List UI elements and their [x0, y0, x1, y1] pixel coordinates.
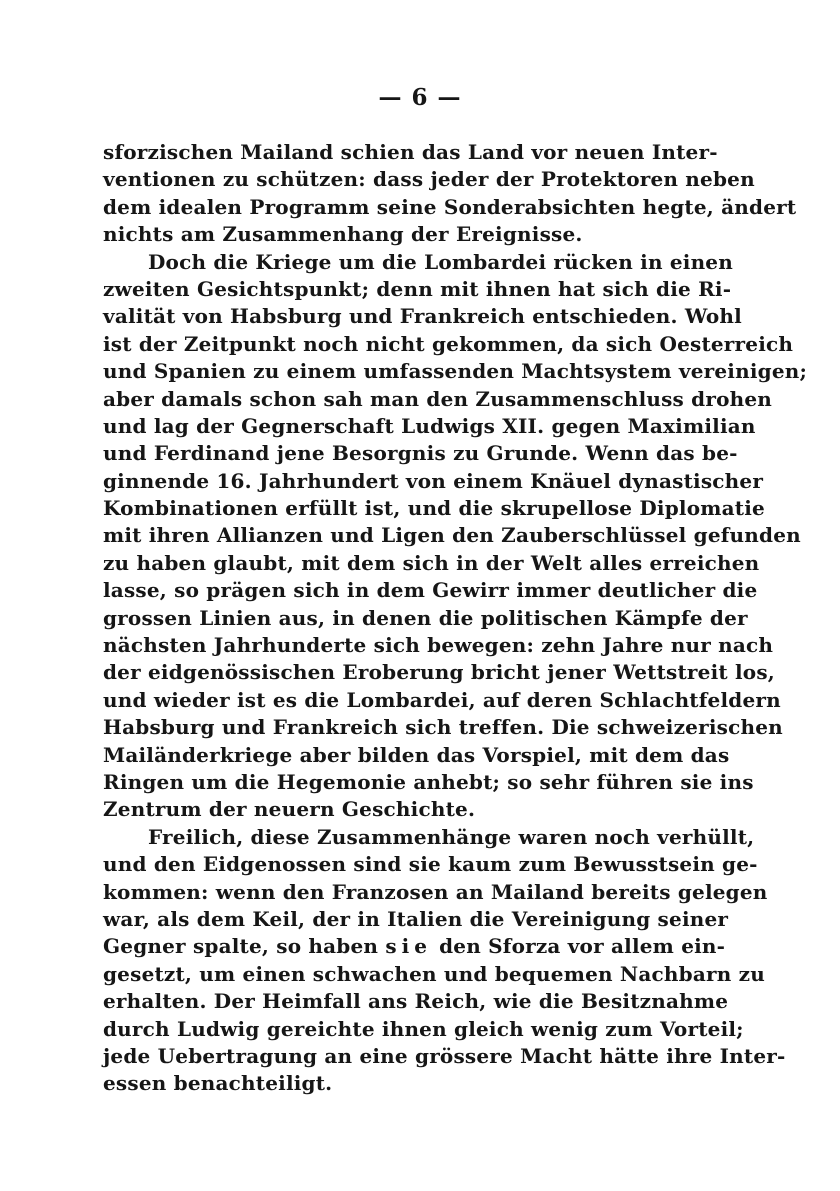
- text-line: aber damals schon sah man den Zusammenschluss drohen: [103, 386, 773, 411]
- text-line: Doch die Kriege um die Lombardei rücken in einen: [148, 249, 733, 274]
- text-line: und lag der Gegnerschaft Ludwigs XII. gegen Maximilian: [103, 413, 756, 438]
- text-line: gesetzt, um einen schwachen und bequemen Nachbarn zu: [103, 961, 765, 986]
- text-line: erhalten. Der Heimfall ans Reich, wie die Besitznahme: [103, 989, 729, 1014]
- paragraph-1: [103, 139, 797, 249]
- text-line: Zentrum der neuern Geschichte.: [103, 797, 476, 822]
- text-line: lasse, so prägen sich in dem Gewirr immer deutlicher die: [103, 578, 758, 603]
- text-line: und wieder ist es die Lombardei, auf deren Schlachtfeldern: [103, 687, 781, 712]
- text-line: jede Uebertragung an eine grössere Macht hätte ihre Inter-: [103, 1043, 786, 1068]
- text-line: nächsten Jahrhunderte sich bewegen: zehn Jahre nur nach: [103, 633, 774, 658]
- text-line: der eidgenössischen Eroberung bricht jener Wettstreit los,: [103, 660, 775, 685]
- text-line: sforzischen Mailand schien das Land vor neuen Inter-: [103, 140, 718, 164]
- text-line: zu haben glaubt, mit dem sich in der Welt alles erreichen: [103, 550, 760, 575]
- text-line: kommen: wenn den Franzosen an Mailand bereits gelegen: [103, 879, 768, 904]
- text-line: Kombinationen erfüllt ist, und die skrupellose Diplomatie: [103, 496, 765, 521]
- emphasized-word: sie: [385, 934, 432, 959]
- text-line: durch Ludwig gereichte ihnen gleich wenig zum Vorteil;: [103, 1016, 744, 1041]
- text-line: ventionen zu schützen: dass jeder der Protektoren neben: [103, 167, 755, 192]
- text-line: dem idealen Programm seine Sonderabsichten hegte, ändert: [103, 194, 797, 219]
- text-line: ginnende 16. Jahrhundert von einem Knäuel dynastischer: [103, 468, 764, 493]
- text-line: nichts am Zusammenhang der Ereignisse.: [103, 222, 583, 247]
- text-line: Mailänderkriege aber bilden das Vorspiel, mit dem das: [103, 742, 730, 767]
- text-fragment: Gegner spalte, so haben: [103, 934, 379, 959]
- text-line: valität von Habsburg und Frankreich entschieden. Wohl: [103, 304, 742, 329]
- text-line: Freilich, diese Zusammenhänge waren noch verhüllt,: [148, 824, 755, 849]
- text-line-with-emphasis: [103, 933, 726, 960]
- body-text: [103, 139, 808, 1098]
- text-line: und Ferdinand jene Besorgnis zu Grunde. Wenn das be-: [103, 441, 738, 466]
- text-line: und den Eidgenossen sind sie kaum zum Bewusstsein ge-: [103, 852, 758, 877]
- text-fragment: den Sforza vor allem ein-: [439, 934, 726, 959]
- paragraph-3: [103, 824, 786, 1098]
- text-line: ist der Zeitpunkt noch nicht gekommen, da sich Oesterreich: [103, 331, 794, 356]
- page-number: — 6 —: [378, 84, 462, 111]
- text-line: grossen Linien aus, in denen die politischen Kämpfe der: [103, 605, 748, 630]
- text-line: Habsburg und Frankreich sich treffen. Die schweizerischen: [103, 715, 783, 740]
- text-line: war, als dem Keil, der in Italien die Vereinigung seiner: [103, 906, 729, 931]
- text-line: zweiten Gesichtspunkt; denn mit ihnen hat sich die Ri-: [103, 276, 732, 301]
- paragraph-2: [103, 249, 808, 824]
- text-line: Ringen um die Hegemonie anhebt; so sehr führen sie ins: [103, 769, 754, 794]
- text-line: essen benachteiligt.: [103, 1071, 333, 1096]
- text-line: mit ihren Allianzen und Ligen den Zauberschlüssel gefunden: [103, 523, 801, 548]
- text-line: und Spanien zu einem umfassenden Machtsystem vereinigen;: [103, 359, 808, 384]
